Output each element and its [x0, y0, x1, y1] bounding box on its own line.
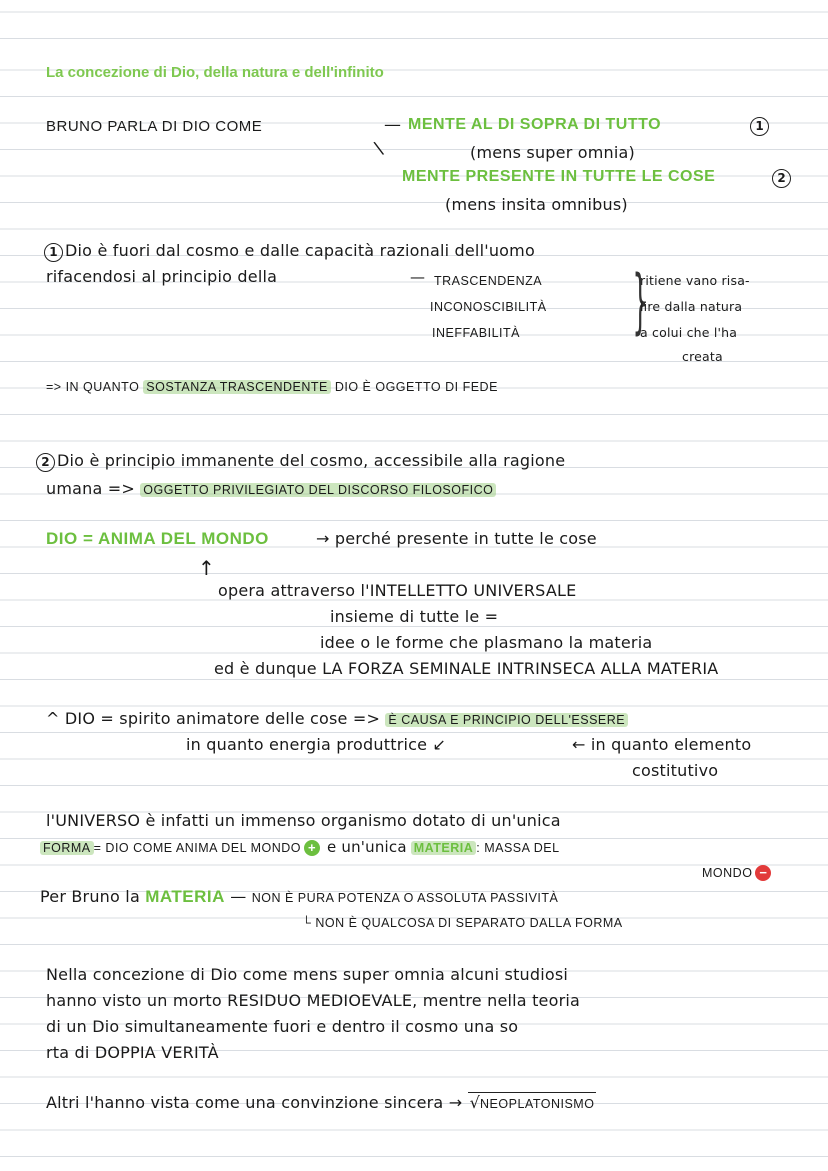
forza-line: ed è dunque LA FORZA SEMINALE INTRINSECA ALLA MATERIA	[214, 659, 719, 678]
dash: —	[384, 115, 401, 135]
spirito-line: ^ DIO = spirito animatore delle cose => È CAUSA E PRINCIPIO DELL'ESSERE	[46, 710, 628, 729]
branch-line: \	[372, 137, 386, 160]
studiosi-line3: di un Dio simultaneamente fuori e dentro il cosmo una so	[46, 1017, 519, 1036]
universo-line1: l'UNIVERSO è infatti un immenso organismo dotato di un'unica	[46, 811, 561, 830]
note-3: a colui che l'ha	[640, 325, 738, 340]
num-1-badge: 1	[748, 116, 771, 136]
num-2-badge: 2	[770, 168, 793, 188]
item-ineffabilita: INEFFABILITÀ	[432, 326, 520, 340]
mens-super-omnia: (mens super omnia)	[470, 143, 635, 162]
brace: }	[632, 260, 649, 342]
plus-icon: +	[304, 840, 320, 856]
insieme-line: insieme di tutte le =	[330, 607, 499, 626]
materia-line1: Per Bruno la MATERIA — NON È PURA POTENZA O ASSOLUTA PASSIVITÀ	[40, 887, 559, 906]
costitutivo-line: costitutivo	[632, 761, 719, 780]
section1-line1: 1 Dio è fuori dal cosmo e dalle capacità razionali dell'uomo	[42, 242, 535, 262]
note-1: ritiene vano risa-	[640, 273, 750, 288]
studiosi-line4: rta di DOPPIA VERITÀ	[46, 1043, 219, 1062]
altri-line: Altri l'hanno vista come una convinzione sincera → √NEOPLATONISMO	[46, 1093, 595, 1112]
minus-icon: −	[755, 865, 771, 881]
opera-line: opera attraverso l'INTELLETTO UNIVERSALE	[218, 581, 577, 600]
section2-line2: umana => OGGETTO PRIVILEGIATO DEL DISCORSO FILOSOFICO	[46, 480, 496, 499]
universo-mondo: MONDO −	[702, 864, 774, 882]
mens-insita-omnibus: (mens insita omnibus)	[445, 195, 628, 214]
anima-del-mondo: DIO = ANIMA DEL MONDO	[46, 529, 269, 548]
branch-dash: —	[410, 268, 425, 286]
mente-presente: MENTE PRESENTE IN TUTTE LE COSE	[402, 168, 716, 185]
studiosi-line2: hanno visto un morto RESIDUO MEDIOEVALE, mentre nella teoria	[46, 991, 580, 1010]
item-trascendenza: TRASCENDENZA	[434, 274, 543, 288]
note-2: lire dalla natura	[640, 299, 743, 314]
note-4: creata	[682, 349, 723, 364]
idee-line: idee o le forme che plasmano la materia	[320, 633, 653, 652]
item-inconoscibilita: INCONOSCIBILITÀ	[430, 300, 547, 314]
section1-line2: rifacendosi al principio della	[46, 267, 278, 286]
section2-line1: 2 Dio è principio immanente del cosmo, accessibile alla ragione	[34, 452, 565, 472]
materia-line2: └ NON È QUALCOSA DI SEPARATO DALLA FORMA	[302, 916, 623, 930]
energia-line: in quanto energia produttrice ↙	[186, 735, 447, 754]
arrow-up-icon: ↑	[198, 556, 215, 580]
mente-sopra: MENTE AL DI SOPRA DI TUTTO	[408, 116, 662, 133]
intro-lead: BRUNO PARLA DI DIO COME	[46, 118, 263, 135]
section1-conclusion: => IN QUANTO SOSTANZA TRASCENDENTE DIO È OGGETTO DI FEDE	[46, 380, 498, 394]
anima-rest: → perché presente in tutte le cose	[316, 529, 597, 548]
studiosi-line1: Nella concezione di Dio come mens super omnia alcuni studiosi	[46, 965, 569, 984]
universo-line2: FORMA = DIO COME ANIMA DEL MONDO + e un'unica MATERIA : MASSA DEL	[40, 838, 560, 857]
page-title: La concezione di Dio, della natura e dell'infinito	[46, 64, 384, 81]
elemento-line: ← in quanto elemento	[572, 735, 752, 754]
